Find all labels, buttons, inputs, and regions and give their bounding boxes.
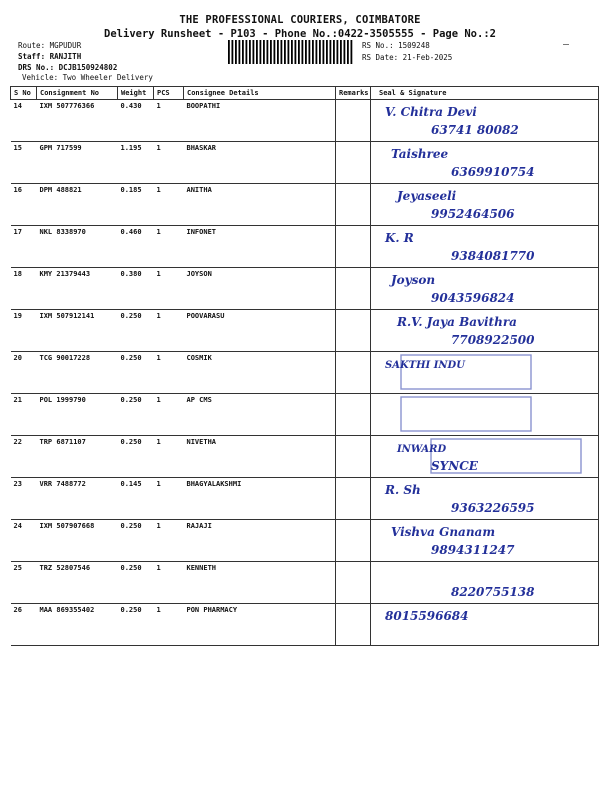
handwritten-signature <box>371 604 591 645</box>
row-remarks <box>336 604 371 646</box>
row-consignment-no: TRP 6871107 <box>37 436 118 478</box>
signature-line-2: 6369910754 <box>451 165 535 179</box>
row-consignee: INFONET <box>184 226 336 268</box>
handwritten-signature <box>371 352 591 393</box>
table-row <box>11 226 599 268</box>
row-weight: 1.195 <box>118 142 154 184</box>
ink-stamp <box>401 397 531 431</box>
signature-line-1: R. Sh <box>385 483 421 497</box>
row-remarks <box>336 310 371 352</box>
row-pcs: 1 <box>154 142 184 184</box>
row-signature <box>371 142 599 184</box>
row-consignment-no: GPM 717599 <box>37 142 118 184</box>
row-consignment-no: DPM 488821 <box>37 184 118 226</box>
col-consignee-header: Consignee Details <box>184 87 336 100</box>
row-consignment-no: NKL 8338970 <box>37 226 118 268</box>
row-remarks <box>336 394 371 436</box>
row-sno: 26 <box>11 604 37 646</box>
row-pcs: 1 <box>154 100 184 142</box>
signature-line-2: 7708922500 <box>451 333 535 347</box>
table-row <box>11 436 599 478</box>
row-sno: 24 <box>11 520 37 562</box>
row-weight: 0.185 <box>118 184 154 226</box>
row-remarks <box>336 520 371 562</box>
row-pcs: 1 <box>154 226 184 268</box>
col-sno-header: S No <box>11 87 37 100</box>
row-consignment-no: KMY 21379443 <box>37 268 118 310</box>
handwritten-signature <box>371 520 591 561</box>
row-consignee: BOOPATHI <box>184 100 336 142</box>
row-remarks <box>336 352 371 394</box>
row-pcs: 1 <box>154 604 184 646</box>
signature-line-1: R.V. Jaya Bavithra <box>397 315 517 329</box>
col-signature-header: Seal & Signature <box>371 87 599 100</box>
divider-mark <box>563 44 569 45</box>
runsheet-subtitle: Delivery Runsheet - P103 - Phone No.:0422-3505555 - Page No.:2 <box>104 28 496 40</box>
row-pcs: 1 <box>154 310 184 352</box>
row-sno: 15 <box>11 142 37 184</box>
row-remarks <box>336 478 371 520</box>
row-consignee: JOYSON <box>184 268 336 310</box>
row-consignee: KENNETH <box>184 562 336 604</box>
signature-line-1: Jeyaseeli <box>397 189 457 203</box>
signature-line-2: 9384081770 <box>451 249 535 263</box>
row-remarks <box>336 436 371 478</box>
row-consignment-no: POL 1999790 <box>37 394 118 436</box>
handwritten-signature <box>371 478 591 519</box>
rs-date: RS Date: 21-Feb-2025 <box>362 53 453 62</box>
row-pcs: 1 <box>154 436 184 478</box>
signature-line-1: 8015596684 <box>385 609 469 623</box>
row-consignment-no: IXM 507776366 <box>37 100 118 142</box>
handwritten-signature <box>371 226 591 267</box>
signature-line-2: 9363226595 <box>451 501 535 515</box>
signature-line-2: 63741 80082 <box>431 123 519 137</box>
row-signature <box>371 478 599 520</box>
row-sno: 20 <box>11 352 37 394</box>
row-consignment-no: IXM 507907668 <box>37 520 118 562</box>
row-remarks <box>336 142 371 184</box>
table-row <box>11 184 599 226</box>
row-weight: 0.250 <box>118 352 154 394</box>
row-signature <box>371 562 599 604</box>
row-consignment-no: TCG 90017228 <box>37 352 118 394</box>
row-consignee: COSMIK <box>184 352 336 394</box>
signature-line-1: INWARD <box>397 444 447 455</box>
table-row <box>11 478 599 520</box>
signature-line-1: Joyson <box>391 273 436 287</box>
row-signature <box>371 100 599 142</box>
row-consignee: PON PHARMACY <box>184 604 336 646</box>
handwritten-signature <box>371 100 591 141</box>
row-pcs: 1 <box>154 520 184 562</box>
row-remarks <box>336 100 371 142</box>
signature-line-2: 9894311247 <box>431 543 515 557</box>
col-remarks-header: Remarks <box>336 87 371 100</box>
signature-line-1: V. Chitra Devi <box>385 105 477 119</box>
row-consignee: RAJAJI <box>184 520 336 562</box>
row-consignee: NIVETHA <box>184 436 336 478</box>
row-signature <box>371 352 599 394</box>
row-signature <box>371 268 599 310</box>
row-sno: 14 <box>11 100 37 142</box>
row-signature <box>371 520 599 562</box>
row-weight: 0.145 <box>118 478 154 520</box>
row-remarks <box>336 226 371 268</box>
row-weight: 0.250 <box>118 394 154 436</box>
row-weight: 0.250 <box>118 310 154 352</box>
row-consignment-no: TRZ 52807546 <box>37 562 118 604</box>
table-row <box>11 142 599 184</box>
handwritten-signature <box>371 268 591 309</box>
row-sno: 25 <box>11 562 37 604</box>
row-consignee: POOVARASU <box>184 310 336 352</box>
row-weight: 0.250 <box>118 562 154 604</box>
row-remarks <box>336 562 371 604</box>
signature-line-1: Vishva Gnanam <box>391 525 496 539</box>
table-row <box>11 394 599 436</box>
signature-line-1: SAKTHI INDU <box>385 360 465 371</box>
row-consignee: ANITHA <box>184 184 336 226</box>
row-sno: 18 <box>11 268 37 310</box>
handwritten-signature <box>371 394 591 435</box>
row-pcs: 1 <box>154 352 184 394</box>
company-title: THE PROFESSIONAL COURIERS, COIMBATORE <box>179 14 421 26</box>
row-sno: 21 <box>11 394 37 436</box>
rs-number: RS No.: 1509248 <box>362 41 430 50</box>
row-weight: 0.460 <box>118 226 154 268</box>
signature-line-2: 9043596824 <box>431 291 515 305</box>
table-header-row <box>11 87 599 100</box>
table-row <box>11 604 599 646</box>
row-consignee: BHAGYALAKSHMI <box>184 478 336 520</box>
row-pcs: 1 <box>154 184 184 226</box>
table-row <box>11 352 599 394</box>
signature-line-1: Taishree <box>391 147 449 161</box>
barcode-image <box>228 40 356 64</box>
row-sno: 23 <box>11 478 37 520</box>
row-signature <box>371 604 599 646</box>
row-sno: 19 <box>11 310 37 352</box>
signature-line-1: K. R <box>385 231 414 245</box>
row-weight: 0.250 <box>118 436 154 478</box>
row-consignee: BHASKAR <box>184 142 336 184</box>
handwritten-signature <box>371 436 591 477</box>
row-pcs: 1 <box>154 268 184 310</box>
table-row <box>11 562 599 604</box>
table-row <box>11 100 599 142</box>
row-consignee: AP CMS <box>184 394 336 436</box>
row-pcs: 1 <box>154 478 184 520</box>
row-consignment-no: VRR 7488772 <box>37 478 118 520</box>
row-consignment-no: IXM 507912141 <box>37 310 118 352</box>
signature-line-2: 9952464506 <box>431 207 515 221</box>
signature-line-2: 8220755138 <box>451 585 535 599</box>
row-remarks <box>336 268 371 310</box>
col-pcs-header: PCS <box>154 87 184 100</box>
row-signature <box>371 394 599 436</box>
vehicle-label: Vehicle: Two Wheeler Delivery <box>22 73 153 82</box>
handwritten-signature <box>371 310 591 351</box>
row-weight: 0.250 <box>118 520 154 562</box>
row-signature <box>371 184 599 226</box>
handwritten-signature <box>371 562 591 603</box>
handwritten-signature <box>371 142 591 183</box>
handwritten-signature <box>371 184 591 225</box>
runsheet-table <box>10 86 599 646</box>
row-sno: 17 <box>11 226 37 268</box>
row-weight: 0.430 <box>118 100 154 142</box>
row-sno: 16 <box>11 184 37 226</box>
drs-number: DRS No.: DCJB150924802 <box>18 63 118 72</box>
row-pcs: 1 <box>154 394 184 436</box>
row-consignment-no: MAA 869355402 <box>37 604 118 646</box>
table-row <box>11 310 599 352</box>
row-signature <box>371 310 599 352</box>
col-consignment-header: Consignment No <box>37 87 118 100</box>
table-row <box>11 268 599 310</box>
row-signature <box>371 226 599 268</box>
table-row <box>11 520 599 562</box>
signature-line-2: SYNCE <box>431 459 478 473</box>
route-label: Route: MGPUDUR <box>18 41 82 50</box>
staff-label: Staff: RANJITH <box>18 52 82 61</box>
row-remarks <box>336 184 371 226</box>
row-pcs: 1 <box>154 562 184 604</box>
row-signature <box>371 436 599 478</box>
row-sno: 22 <box>11 436 37 478</box>
row-weight: 0.380 <box>118 268 154 310</box>
row-weight: 0.250 <box>118 604 154 646</box>
col-weight-header: Weight <box>118 87 154 100</box>
